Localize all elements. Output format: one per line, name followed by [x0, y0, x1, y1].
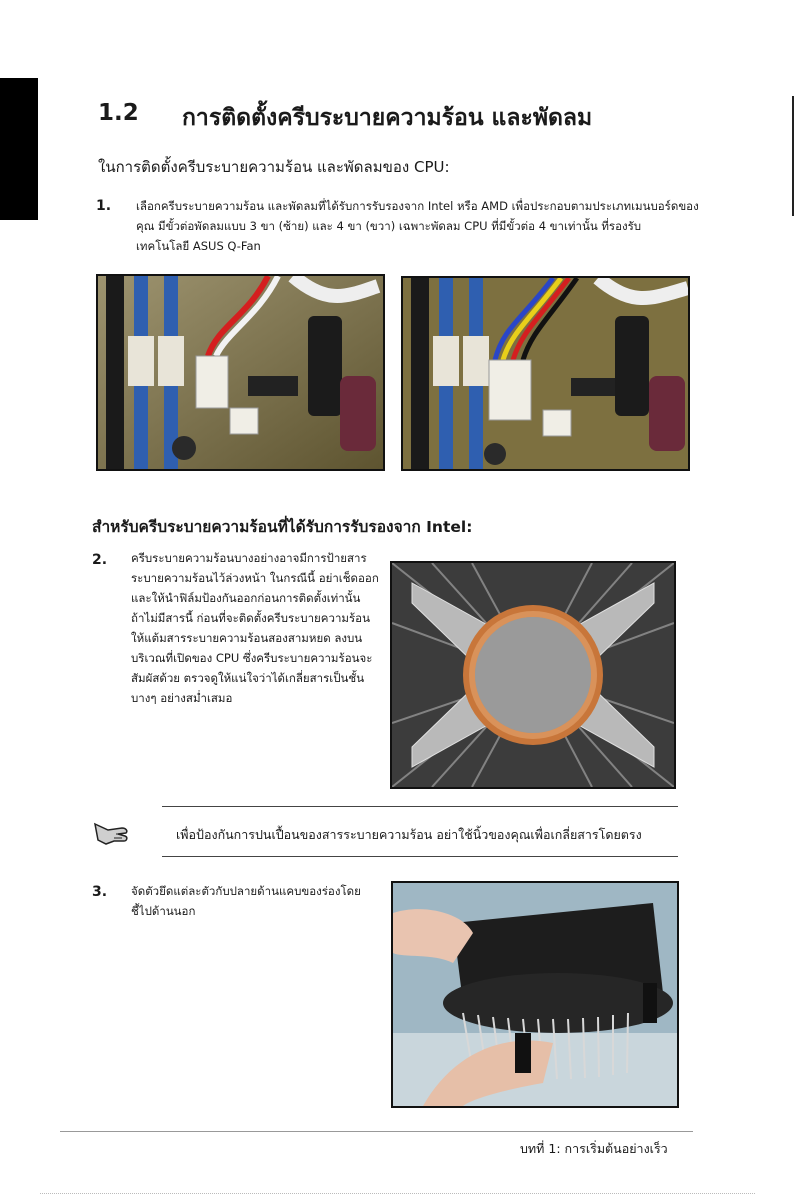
- step-1-line: เลือกครีบระบายความร้อน และพัดลมที่ได้รับการรับรองจาก Intel หรือ AMD เพื่อประกอบตามประเภทเมนบอร์ดของ: [136, 199, 699, 213]
- step-2-line: และให้นำฟิล์มป้องกันออกก่อนการติดตั้งเท่านั้น: [131, 591, 361, 605]
- intro-text: ในการติดตั้งครีบระบายความร้อน และพัดลมของ CPU:: [98, 158, 450, 176]
- step-2-line: บริเวณที่เปิดของ CPU ซึ่งครีบระบายความร้อนจะ: [131, 651, 373, 665]
- right-edge-mark: [792, 96, 794, 216]
- step-2-text: [131, 548, 381, 708]
- fan-connector-4pin-photo: [401, 276, 690, 471]
- intel-subheading: สำหรับครีบระบายความร้อนที่ได้รับการรับรองจาก Intel:: [92, 518, 473, 536]
- step-2-line: บางๆ อย่างสม่ำเสมอ: [131, 691, 233, 705]
- step-1-line: เทคโนโลยี ASUS Q-Fan: [136, 239, 261, 253]
- section-number: 1.2: [98, 100, 139, 126]
- heatsink-fastener-photo: [391, 881, 679, 1108]
- step-3-text: [131, 881, 381, 921]
- step-1-text: [136, 196, 699, 256]
- step-2-line: ครีบระบายความร้อนบางอย่างอาจมีการป้ายสาร: [131, 551, 367, 565]
- step-2-number: 2.: [92, 552, 108, 568]
- step-1-line: คุณ มีขั้วต่อพัดลมแบบ 3 ขา (ซ้าย) และ 4 ขา (ขวา) เฉพาะพัดลม CPU ที่มีขั้วต่อ 4 ขาเท่านั้น ที่รองรับ: [136, 219, 642, 233]
- footer-rule: [60, 1131, 693, 1132]
- section-title: การติดตั้งครีบระบายความร้อน และพัดลม: [182, 105, 593, 131]
- heatsink-base-photo: [390, 561, 676, 789]
- step-3-number: 3.: [92, 884, 108, 900]
- chapter-side-tab: [0, 78, 38, 220]
- step-3-line: จัดตัวยึดแต่ละตัวกับปลายด้านแคบของร่องโดย: [131, 884, 361, 898]
- step-2-line: สัมผัสด้วย ตรวจดูให้แน่ใจว่าได้เกลี่ยสารเป็นชั้น: [131, 671, 365, 685]
- step-2-line: ระบายความร้อนไว้ล่วงหน้า ในกรณีนี้ อย่าเช็ดออก: [131, 571, 379, 585]
- step-3-line: ชี้ไปด้านนอก: [131, 904, 196, 918]
- footer-chapter-label: บทที่ 1: การเริ่มต้นอย่างเร็ว: [520, 1141, 668, 1156]
- hand-note-icon: [92, 814, 132, 848]
- step-1-number: 1.: [96, 198, 112, 214]
- bottom-dotted-line: [40, 1193, 755, 1194]
- note-top-rule: [162, 806, 678, 807]
- step-2-line: ให้แต้มสารระบายความร้อนสองสามหยด ลงบน: [131, 631, 363, 645]
- step-2-line: ถ้าไม่มีสารนี้ ก่อนที่จะติดตั้งครีบระบายความร้อน: [131, 611, 370, 625]
- fan-connector-3pin-photo: [96, 274, 385, 471]
- note-text: เพื่อป้องกันการปนเปื้อนของสารระบายความร้อน อย่าใช้นิ้วของคุณเพื่อเกลี่ยสารโดยตรง: [176, 827, 642, 842]
- note-bottom-rule: [162, 856, 678, 857]
